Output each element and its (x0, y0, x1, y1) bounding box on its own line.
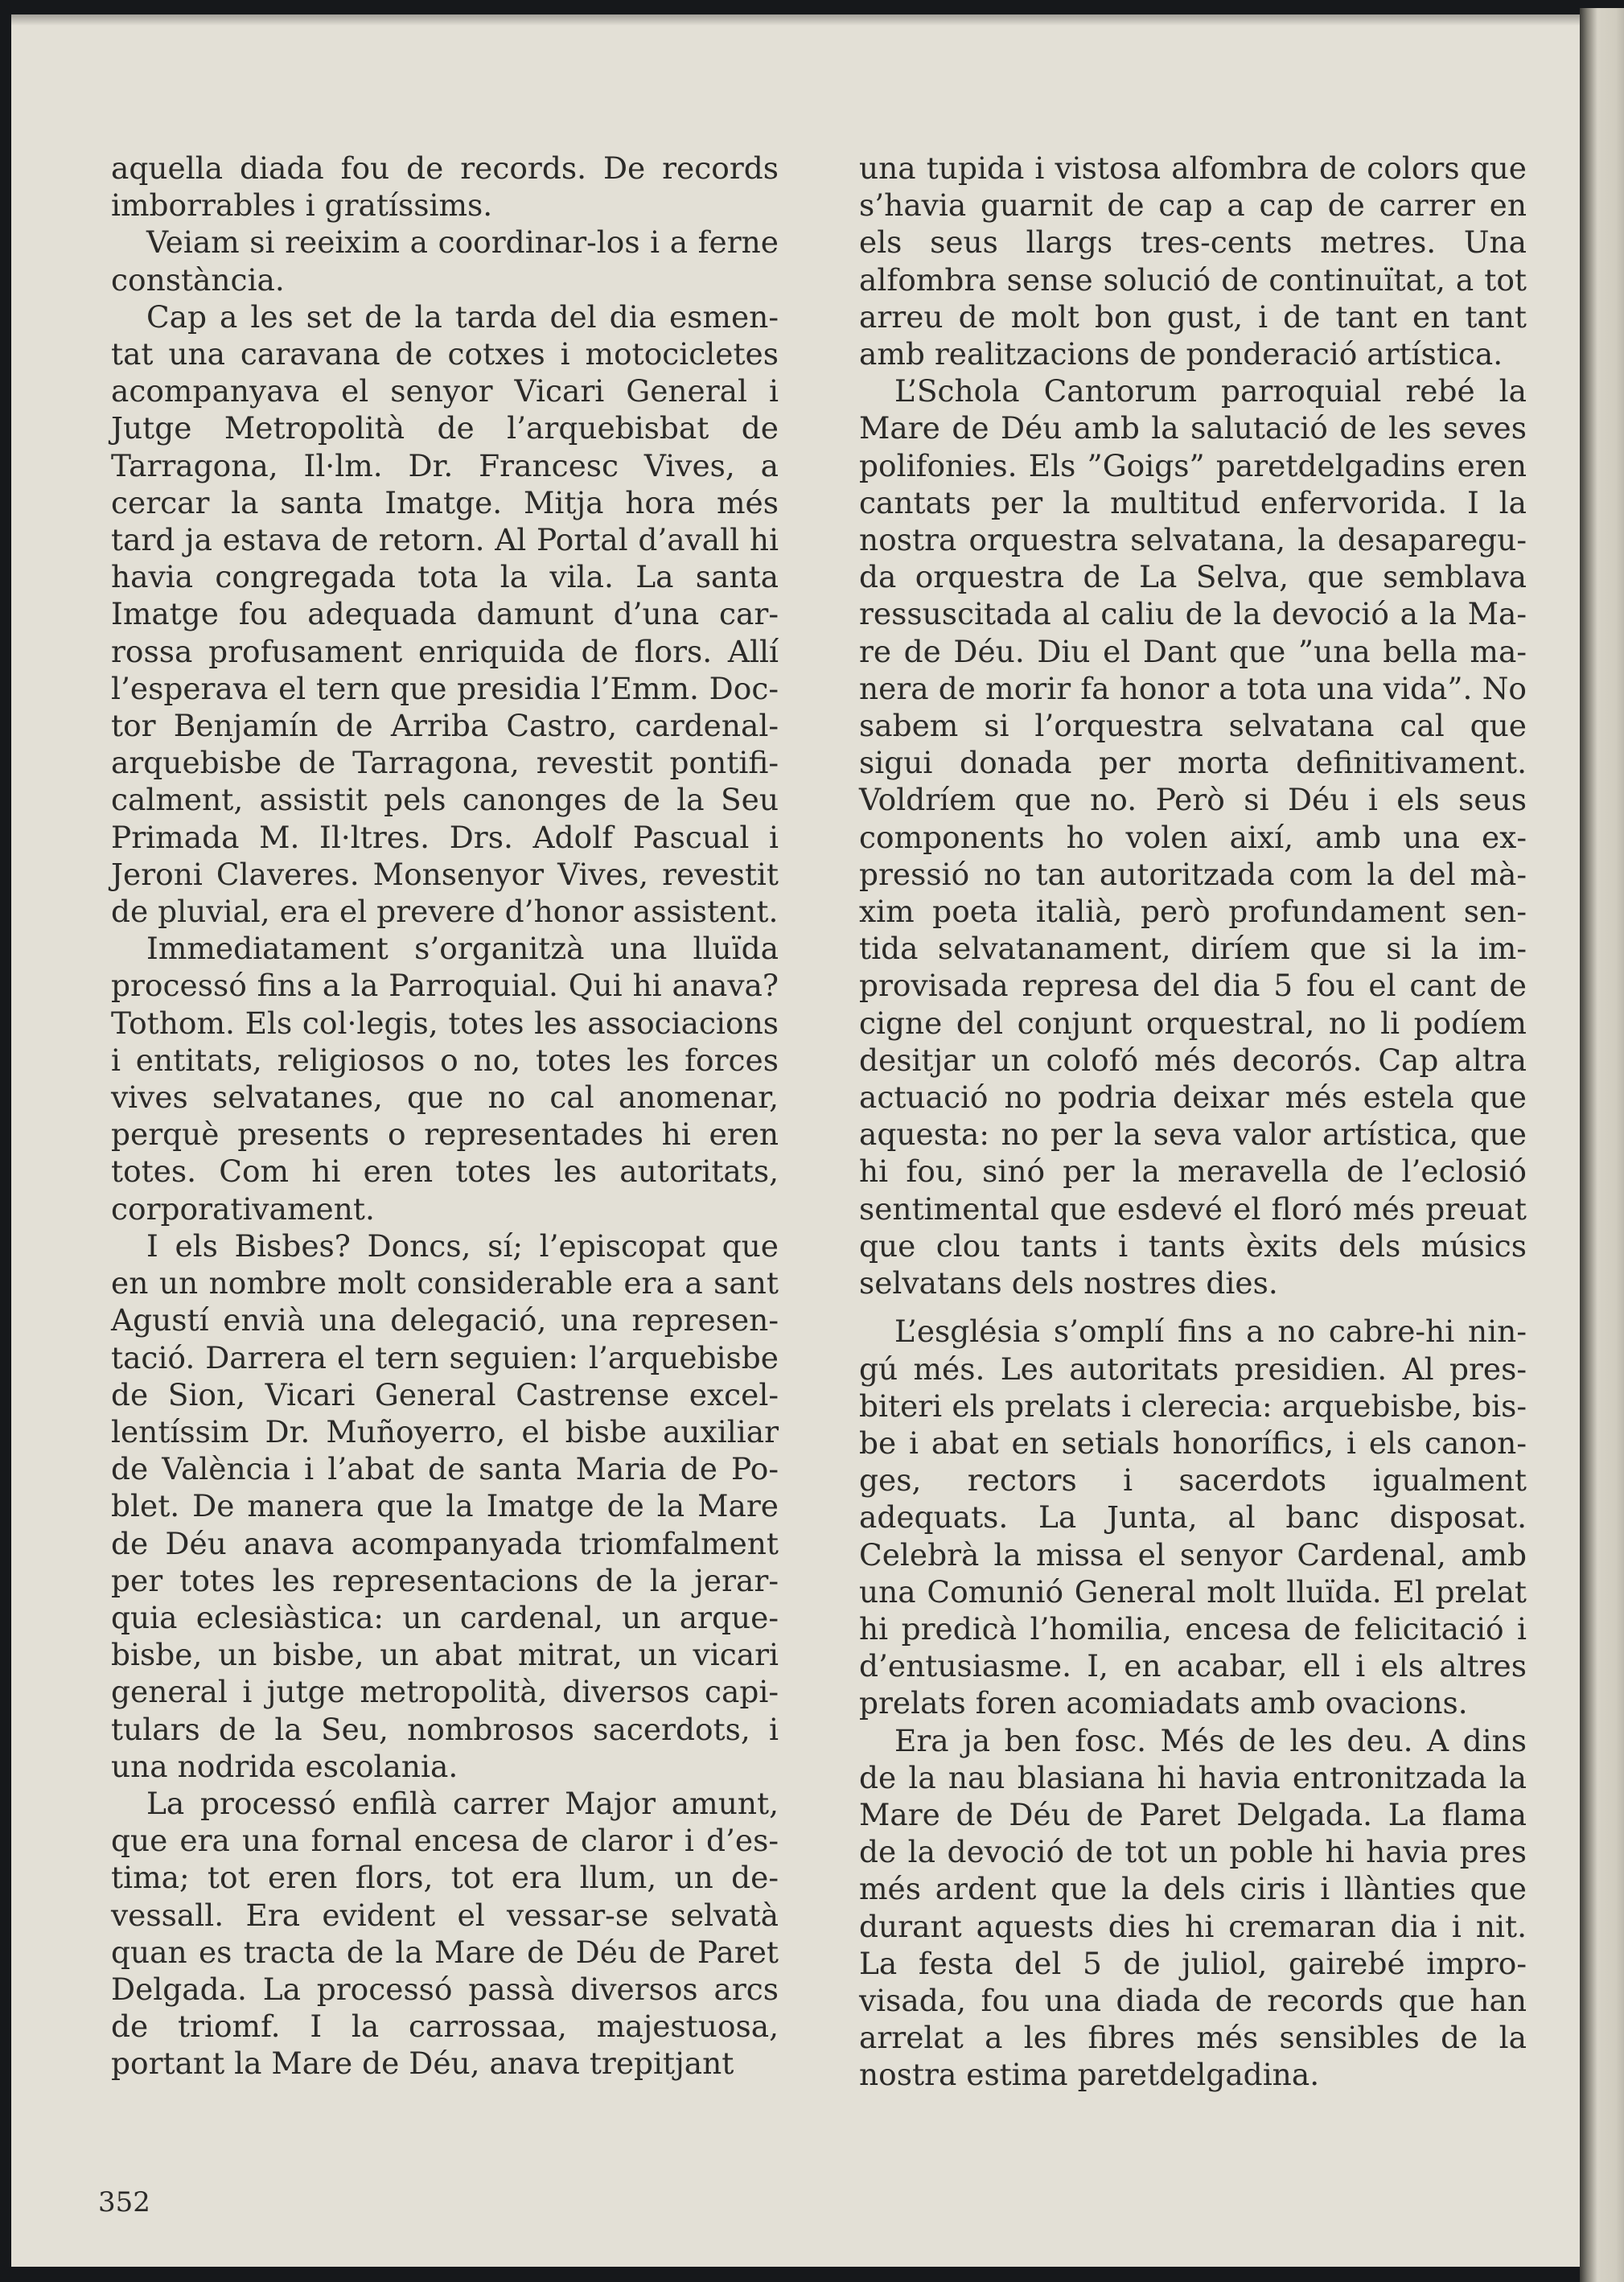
paragraph: Era ja ben fosc. Més de les deu. A dins de la nau blasiana hi havia entronitzada la Mare de Déu de Paret Delgada. La flama de la devoció de tot un poble hi havia pres més ardent que la dels ciris i llànties que durant aquests dies hi cremaran dia i nit. La festa del 5 de juliol, gairebé improvisada, fou una diada de records que han arrelat a les fibres més sensibles de la nostra estima paretdelgadina. (859, 1722, 1527, 2093)
paragraph: aquella diada fou de records. De records imborrables i gratíssims. (111, 150, 779, 224)
paragraph: Immediatament s’organitzà una lluïda processó fins a la Parroquial. Qui hi anava? Tothom. Els col·legis, totes les associacions i entitats, religiosos o no, totes les forces vives selvatanes, que no cal anomenar, perquè presents o representades hi eren totes. Com hi eren totes les autoritats, corporativament. (111, 931, 779, 1227)
paragraph: La processó enfilà carrer Major amunt, que era una fornal encesa de claror i d’estima; tot eren flors, tot era llum, un devessall. Era evident el vessar-se selvatà quan es tracta de la Mare de Déu de Paret Delgada. La processó passà diversos arcs de triomf. I la carrossaa, majestuosa, portant la Mare de Déu, anava trepitjant (111, 1785, 779, 2082)
page-top-shadow (11, 14, 1580, 26)
paragraph: una tupida i vistosa alfombra de colors que s’havia guarnit de cap a cap de carrer en els seus llargs tres-cents metres. Una alfombra sense solució de continuïtat, a tot arreu de molt bon gust, i de tant en tant amb realitzacions de ponderació artística. (859, 150, 1527, 372)
paragraph: L’Schola Cantorum parroquial rebé la Mare de Déu amb la salutació de les seves polifonies. Els ”Goigs” paretdelgadins eren cantats per la multitud enfervorida. I la nostra orquestra selvatana, la desapareguda orquestra de La Selva, que semblava ressuscitada al caliu de la devoció a la Mare de Déu. Diu el Dant que ”una bella manera de morir fa honor a tota una vida”. No sabem si l’orquestra selvatana cal que sigui donada per morta definitivament. Voldríem que no. Però si Déu i els seus components ho volen així, amb una expressió no tan autoritzada com la del màxim poeta italià, però profundament sentida selvatanament, diríem que si la improvisada represa del dia 5 fou el cant de cigne del conjunt orquestral, no li podíem desitjar un colofó més decorós. Cap altra actuació no podria deixar més estela que aquesta: no per la seva valor artística, que hi fou, sinó per la meravella de l’eclosió sentimental que esdevé el floró més preuat que clou tants i tants èxits dels músics selvatans dels nostres dies. (859, 373, 1527, 1301)
right-column (859, 150, 1527, 2094)
paragraph: Veiam si reeixim a coordinar-los i a ferne constància. (111, 224, 779, 298)
paragraph: L’església s’omplí fins a no cabre-hi ningú més. Les autoritats presidien. Al presbiteri els prelats i clerecia: arquebisbe, bisbe i abat en setials honorífics, i els canonges, rectors i sacerdots igualment adequats. La Junta, al banc disposat. Celebrà la missa el senyor Cardenal, amb una Comunió General molt lluïda. El prelat hi predicà l’homilia, encesa de felicitació i d’entusiasme. I, en acabar, ell i els altres prelats foren acomiadats amb ovacions. (859, 1314, 1527, 1721)
paragraph: I els Bisbes? Doncs, sí; l’episcopat que en un nombre molt considerable era a sant Agustí envià una delegació, una representació. Darrera el tern seguien: l’arquebisbe de Sion, Vicari General Castrense excellentíssim Dr. Muñoyerro, el bisbe auxiliar de València i l’abat de santa Maria de Poblet. De manera que la Imatge de la Mare de Déu anava acompanyada triomfalment per totes les representacions de la jerarquia eclesiàstica: un cardenal, un arquebisbe, un bisbe, un abat mitrat, un vicari general i jutge metropolità, diversos capitulars de la Seu, nombrosos sacerdots, i una nodrida escolania. (111, 1227, 779, 1784)
page-binding-edge (1580, 8, 1624, 2282)
left-column (111, 150, 779, 2083)
paragraph: Cap a les set de la tarda del dia esmentat una caravana de cotxes i motocicletes acompanyava el senyor Vicari General i Jutge Metropolità de l’arquebisbat de Tarragona, Il·lm. Dr. Francesc Vives, a cercar la santa Imatge. Mitja hora més tard ja estava de retorn. Al Portal d’avall hi havia congregada tota la vila. La santa Imatge fou adequada damunt d’una carrossa profusament enriquida de flors. Allí l’esperava el tern que presidia l’Emm. Doctor Benjamín de Arriba Castro, cardenal-arquebisbe de Tarragona, revestit pontificalment, assistit pels canonges de la Seu Primada M. Il·ltres. Drs. Adolf Pascual i Jeroni Claveres. Monsenyor Vives, revestit de pluvial, era el prevere d’honor assistent. (111, 298, 779, 930)
page-number: 352 (98, 2186, 150, 2218)
